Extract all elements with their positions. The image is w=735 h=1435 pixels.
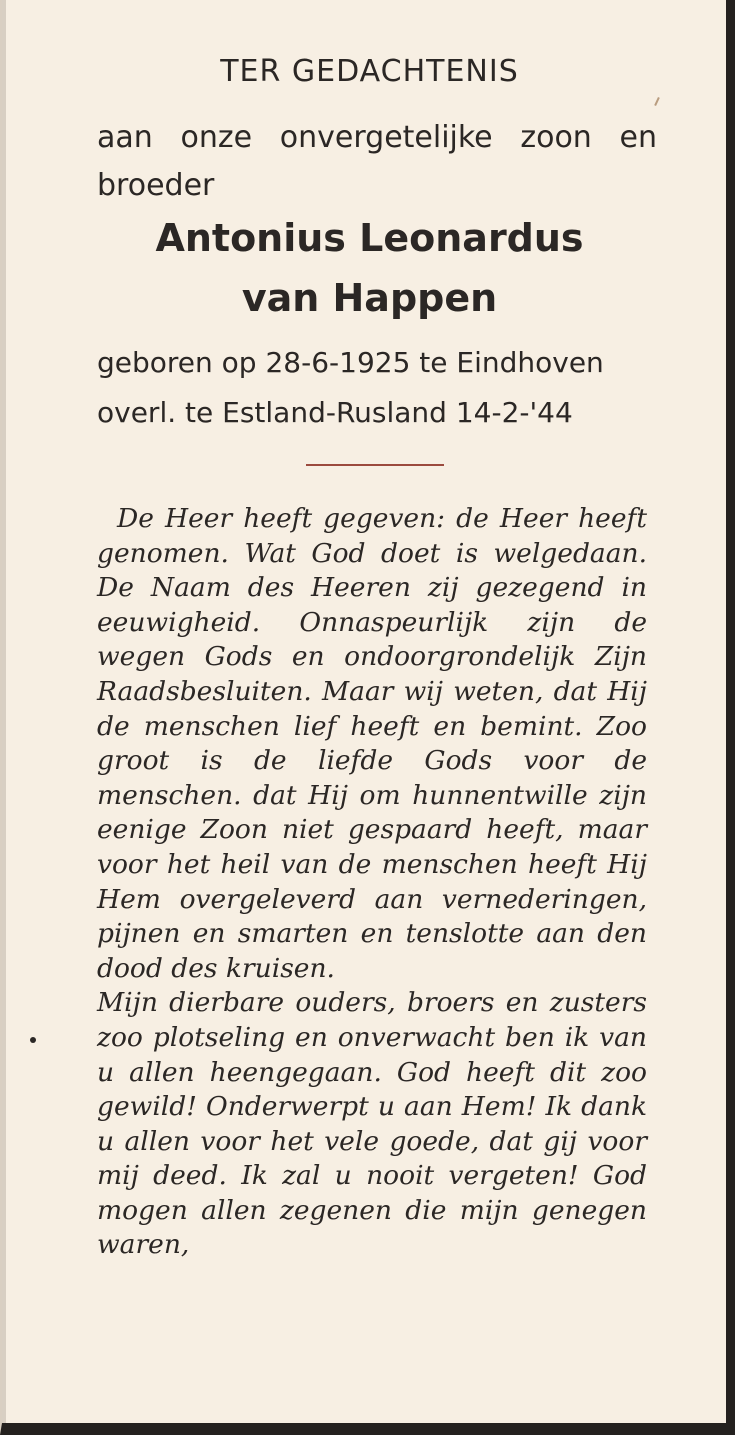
birth-line: geboren op 28-6-1925 te Eindhoven [97,346,604,379]
deceased-first-names: Antonius Leonardus [155,216,584,260]
memorial-text [97,502,647,1263]
paper-speck [654,97,660,106]
death-line: overl. te Estland-Rusland 14-2-'44 [97,396,573,429]
card-intro: aan onze onvergetelijke zoon en broeder [97,120,657,203]
margin-dot [30,1037,36,1043]
section-divider [306,464,444,466]
prayer-paragraph: De Heer heeft gegeven: de Heer heeft genomen. Wat God doet is welgedaan. De Naam des Heeren zij gezegend in eeuwigheid. Onnaspeurlijk zijn de wegen Gods en ondoorgrondelijk Zijn Raadsbesluiten. Maar wij weten, dat Hij de menschen lief heeft en bemint. Zoo groot is de liefde Gods voor de menschen. dat Hij om hunnentwille zijn eenige Zoon niet gespaard heeft, maar voor het heil van de menschen heeft Hij Hem overgeleverd aan vernederingen, pijnen en smarten en tenslotte aan den dood des kruisen. [97,503,647,984]
farewell-paragraph: Mijn dierbare ouders, broers en zusters zoo plotseling en onverwacht ben ik van u allen heengegaan. God heeft dit zoo gewild! Onderwerpt u aan Hem! Ik dank u allen voor het vele goede, dat gij voor mij deed. Ik zal u nooit vergeten! God mogen allen zegenen die mijn genegen waren, [97,987,647,1261]
deceased-surname: van Happen [241,276,498,320]
life-dates [97,338,657,438]
card-heading: TER GEDACHTENIS [220,54,519,89]
